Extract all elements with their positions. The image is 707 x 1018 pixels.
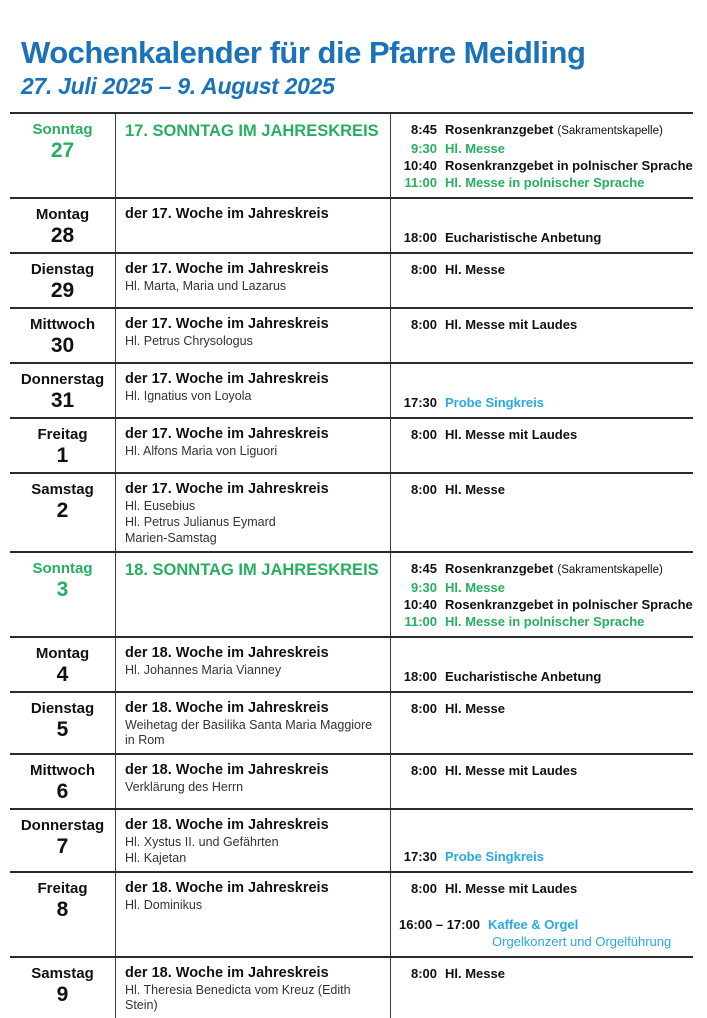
day-name-label: Sonntag bbox=[32, 560, 93, 577]
saint-label: Hl. Petrus Julianus Eymard bbox=[125, 515, 276, 529]
event-title-label: Kaffee & Orgel bbox=[487, 917, 579, 932]
day-row bbox=[10, 693, 693, 755]
date-range-subtitle: 27. Juli 2025 – 9. August 2025 bbox=[21, 73, 335, 99]
event-entry bbox=[395, 916, 689, 933]
day-number-label: 9 bbox=[56, 983, 69, 1006]
page-title: Wochenkalender für die Pfarre Meidling bbox=[21, 35, 586, 70]
event-entry bbox=[395, 965, 689, 982]
day-number-label: 6 bbox=[56, 780, 69, 803]
saint-label: Hl. Kajetan bbox=[125, 851, 187, 865]
week-title-label: der 17. Woche im Jahreskreis bbox=[125, 261, 329, 277]
day-cell bbox=[10, 199, 116, 252]
week-cell bbox=[116, 693, 391, 753]
week-title-label: der 18. Woche im Jahreskreis bbox=[125, 817, 329, 833]
day-row bbox=[10, 873, 693, 958]
events-cell bbox=[391, 419, 693, 472]
day-name-label: Dienstag bbox=[30, 261, 95, 278]
event-entry bbox=[395, 316, 689, 333]
week-title-label: der 17. Woche im Jahreskreis bbox=[125, 371, 329, 387]
day-name-label: Dienstag bbox=[30, 700, 95, 717]
day-number-label: 27 bbox=[50, 139, 75, 162]
event-entry bbox=[395, 394, 689, 411]
day-name-label: Montag bbox=[35, 206, 90, 223]
day-row bbox=[10, 958, 693, 1018]
day-row bbox=[10, 254, 693, 309]
event-title-label: Rosenkranzgebet bbox=[445, 561, 554, 576]
event-time-label: 17:30 bbox=[403, 849, 437, 864]
event-title-label: Hl. Messe in polnischer Sprache bbox=[445, 175, 645, 190]
day-cell bbox=[10, 419, 116, 472]
event-title-label: Hl. Messe bbox=[445, 701, 505, 716]
event-entry bbox=[395, 121, 693, 140]
week-title-label: der 18. Woche im Jahreskreis bbox=[125, 880, 329, 896]
event-title-label: Rosenkranzgebet in polnischer Sprache bbox=[445, 597, 693, 612]
events-cell bbox=[391, 199, 693, 252]
week-cell bbox=[116, 114, 391, 197]
saint-label: Hl. Johannes Maria Vianney bbox=[125, 663, 282, 677]
day-number-label: 7 bbox=[56, 835, 69, 858]
event-entry bbox=[395, 157, 693, 174]
event-title-label: Rosenkranzgebet bbox=[445, 122, 554, 137]
event-entry bbox=[395, 229, 689, 246]
event-title-label: Eucharistische Anbetung bbox=[445, 669, 602, 684]
event-title-label: Hl. Messe mit Laudes bbox=[445, 317, 578, 332]
day-row bbox=[10, 638, 693, 693]
event-entry bbox=[395, 560, 693, 579]
day-number-label: 4 bbox=[56, 663, 69, 686]
day-row bbox=[10, 199, 693, 254]
day-cell bbox=[10, 755, 116, 808]
event-time-label: 8:00 bbox=[410, 427, 437, 442]
day-row bbox=[10, 419, 693, 474]
event-entry bbox=[395, 613, 693, 630]
events-cell bbox=[391, 474, 693, 551]
week-title-label: der 17. Woche im Jahreskreis bbox=[125, 316, 329, 332]
event-time-label: 8:00 bbox=[410, 317, 437, 332]
event-time-label: 8:45 bbox=[410, 561, 437, 576]
event-time-label: 18:00 bbox=[403, 669, 437, 684]
week-title-label: der 18. Woche im Jahreskreis bbox=[125, 700, 329, 716]
event-title-label: Hl. Messe mit Laudes bbox=[445, 427, 578, 442]
event-title-label: Hl. Messe bbox=[445, 262, 505, 277]
event-entry bbox=[395, 880, 689, 897]
event-time-label: 8:00 bbox=[410, 763, 437, 778]
day-number-label: 3 bbox=[56, 578, 69, 601]
event-time-label: 10:40 bbox=[403, 158, 437, 173]
event-time-label: 8:00 bbox=[410, 881, 437, 896]
week-cell bbox=[116, 474, 391, 551]
week-cell bbox=[116, 638, 391, 691]
event-entry bbox=[395, 174, 693, 191]
week-title-label: der 17. Woche im Jahreskreis bbox=[125, 481, 329, 497]
day-row bbox=[10, 309, 693, 364]
saint-label: Hl. Theresia Benedicta vom Kreuz (Edith Stein) bbox=[125, 983, 351, 1012]
event-title-label: Hl. Messe in polnischer Sprache bbox=[445, 614, 645, 629]
event-entry bbox=[395, 596, 693, 613]
week-title-label: der 18. Woche im Jahreskreis bbox=[125, 762, 329, 778]
week-title-label: der 17. Woche im Jahreskreis bbox=[125, 206, 329, 222]
event-time-label: 17:30 bbox=[403, 395, 437, 410]
events-cell bbox=[391, 693, 693, 753]
day-name-label: Freitag bbox=[37, 880, 88, 897]
day-number-label: 28 bbox=[50, 224, 75, 247]
day-row bbox=[10, 553, 693, 638]
event-title-label: Eucharistische Anbetung bbox=[445, 230, 602, 245]
day-row bbox=[10, 755, 693, 810]
events-cell bbox=[391, 638, 693, 691]
day-name-label: Samstag bbox=[31, 965, 94, 982]
day-row bbox=[10, 114, 693, 199]
day-row bbox=[10, 364, 693, 419]
event-time-label: 8:00 bbox=[410, 482, 437, 497]
day-number-label: 5 bbox=[56, 718, 69, 741]
saint-label: Marien-Samstag bbox=[125, 531, 217, 545]
day-row bbox=[10, 474, 693, 553]
event-entry bbox=[395, 140, 693, 157]
day-cell bbox=[10, 474, 116, 551]
event-time-label: 10:40 bbox=[403, 597, 437, 612]
day-cell bbox=[10, 309, 116, 362]
event-title-label: Hl. Messe bbox=[445, 141, 505, 156]
day-name-label: Mittwoch bbox=[30, 316, 95, 333]
saint-label: Hl. Ignatius von Loyola bbox=[125, 389, 252, 403]
day-cell bbox=[10, 693, 116, 753]
week-cell bbox=[116, 810, 391, 871]
events-cell bbox=[391, 958, 693, 1018]
event-time-label: 9:30 bbox=[410, 580, 437, 595]
day-number-label: 31 bbox=[50, 389, 75, 412]
week-cell bbox=[116, 254, 391, 307]
event-entry bbox=[395, 848, 689, 865]
calendar-table bbox=[10, 112, 693, 1018]
event-time-label: 8:45 bbox=[410, 122, 437, 137]
saint-label: Weihetag der Basilika Santa Maria Maggiore in Rom bbox=[125, 718, 373, 747]
day-number-label: 8 bbox=[56, 898, 69, 921]
day-cell bbox=[10, 364, 116, 417]
event-entry bbox=[395, 762, 689, 779]
day-cell bbox=[10, 958, 116, 1018]
week-title-label: 17. SONNTAG IM JAHRESKREIS bbox=[125, 122, 379, 140]
event-title-label: Hl. Messe bbox=[445, 482, 505, 497]
event-title-label: Hl. Messe mit Laudes bbox=[445, 763, 578, 778]
event-title-label: Probe Singkreis bbox=[445, 395, 544, 410]
week-cell bbox=[116, 309, 391, 362]
day-name-label: Sonntag bbox=[32, 121, 93, 138]
day-name-label: Freitag bbox=[37, 426, 88, 443]
week-cell bbox=[116, 873, 391, 956]
day-cell bbox=[10, 810, 116, 871]
week-title-label: der 18. Woche im Jahreskreis bbox=[125, 965, 329, 981]
event-time-label: 8:00 bbox=[410, 701, 437, 716]
page-header bbox=[0, 0, 707, 99]
event-title-label: Hl. Messe mit Laudes bbox=[445, 881, 578, 896]
events-cell bbox=[391, 114, 697, 197]
event-note-label: (Sakramentskapelle) bbox=[557, 564, 663, 576]
events-cell bbox=[391, 810, 693, 871]
saint-label: Hl. Petrus Chrysologus bbox=[125, 334, 253, 348]
day-row bbox=[10, 810, 693, 873]
week-cell bbox=[116, 199, 391, 252]
saint-label: Verklärung des Herrn bbox=[125, 780, 244, 794]
events-cell bbox=[391, 309, 693, 362]
week-cell bbox=[116, 755, 391, 808]
events-cell bbox=[391, 254, 693, 307]
day-name-label: Mittwoch bbox=[30, 762, 95, 779]
event-title-label: Hl. Messe bbox=[445, 580, 505, 595]
event-entry bbox=[395, 668, 689, 685]
saint-label: Hl. Marta, Maria und Lazarus bbox=[125, 279, 287, 293]
events-cell bbox=[391, 553, 697, 636]
event-entry bbox=[395, 261, 689, 278]
week-cell bbox=[116, 553, 391, 636]
week-title-label: 18. SONNTAG IM JAHRESKREIS bbox=[125, 561, 379, 579]
day-name-label: Samstag bbox=[31, 481, 94, 498]
day-number-label: 2 bbox=[56, 499, 69, 522]
event-time-label: 11:00 bbox=[404, 175, 437, 190]
day-cell bbox=[10, 553, 116, 636]
day-name-label: Montag bbox=[35, 645, 90, 662]
event-time-label: 8:00 bbox=[410, 262, 437, 277]
day-cell bbox=[10, 873, 116, 956]
week-title-label: der 17. Woche im Jahreskreis bbox=[125, 426, 329, 442]
week-cell bbox=[116, 364, 391, 417]
event-time-label: 16:00 – 17:00 bbox=[399, 917, 480, 932]
day-cell bbox=[10, 114, 116, 197]
event-title-label: Rosenkranzgebet in polnischer Sprache bbox=[445, 158, 693, 173]
events-cell bbox=[391, 755, 693, 808]
week-title-label: der 18. Woche im Jahreskreis bbox=[125, 645, 329, 661]
saint-label: Hl. Dominikus bbox=[125, 898, 203, 912]
event-entry bbox=[395, 579, 693, 596]
event-time-label: 9:30 bbox=[410, 141, 437, 156]
day-number-label: 30 bbox=[50, 334, 75, 357]
week-cell bbox=[116, 419, 391, 472]
event-time-label: 8:00 bbox=[410, 966, 437, 981]
day-number-label: 1 bbox=[56, 444, 69, 467]
event-note-label: (Sakramentskapelle) bbox=[557, 125, 663, 137]
event-entry bbox=[395, 700, 689, 717]
day-cell bbox=[10, 254, 116, 307]
event-entry bbox=[395, 426, 689, 443]
event-time-label: 18:00 bbox=[403, 230, 437, 245]
day-name-label: Donnerstag bbox=[20, 371, 105, 388]
events-cell bbox=[391, 873, 693, 956]
event-title-label: Hl. Messe bbox=[445, 966, 505, 981]
event-title-label: Probe Singkreis bbox=[445, 849, 544, 864]
saint-label: Hl. Eusebius bbox=[125, 499, 196, 513]
events-cell bbox=[391, 364, 693, 417]
saint-label: Hl. Xystus II. und Gefährten bbox=[125, 835, 279, 849]
event-subtitle-label: Orgelkonzert und Orgelführung bbox=[492, 934, 672, 949]
event-time-label: 11:00 bbox=[404, 614, 437, 629]
day-cell bbox=[10, 638, 116, 691]
saint-label: Hl. Alfons Maria von Liguori bbox=[125, 444, 278, 458]
day-name-label: Donnerstag bbox=[20, 817, 105, 834]
event-entry bbox=[395, 481, 689, 498]
week-cell bbox=[116, 958, 391, 1018]
day-number-label: 29 bbox=[50, 279, 75, 302]
